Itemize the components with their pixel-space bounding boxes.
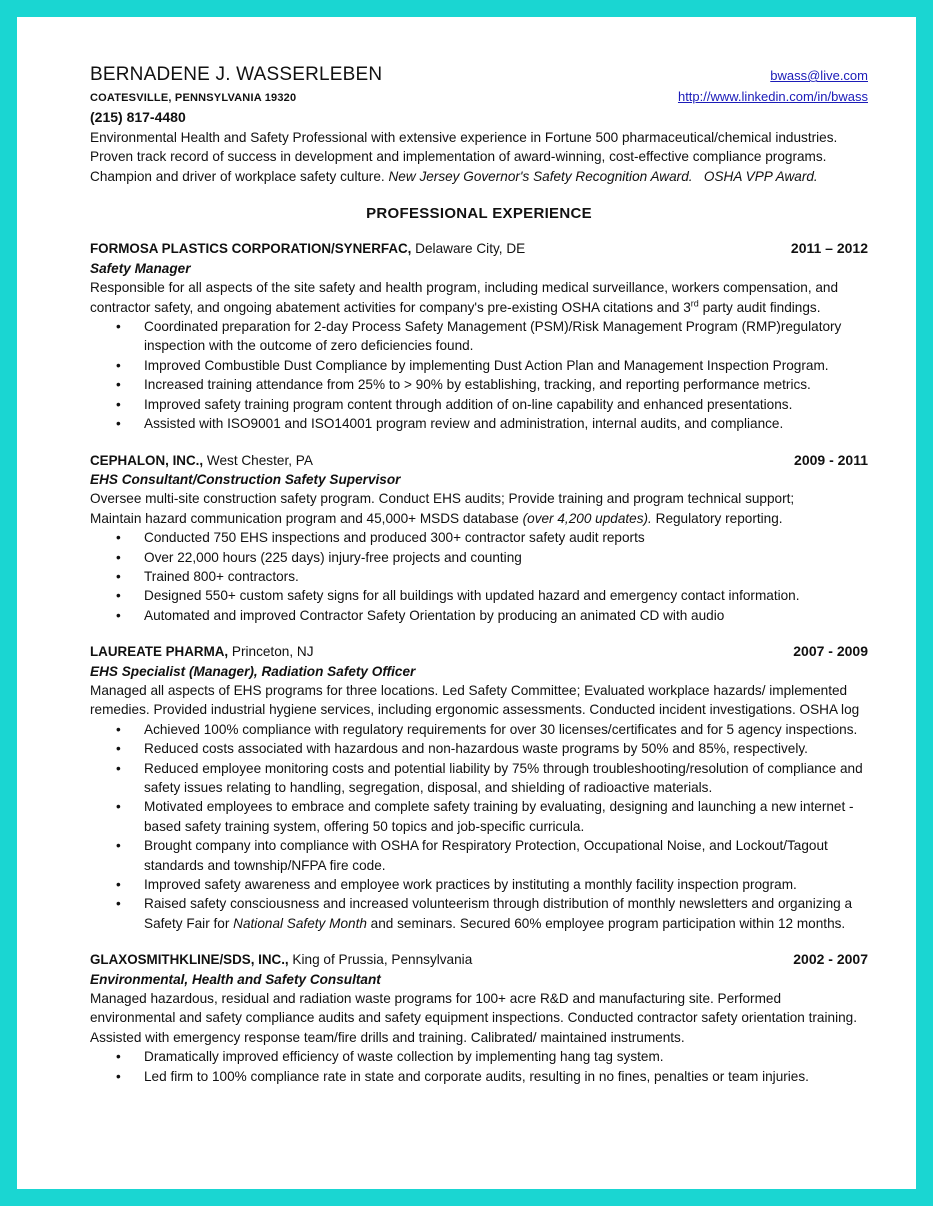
email-link[interactable]: bwass@live.com [770,68,868,83]
job-entry [90,950,868,1086]
job-description [90,278,868,317]
job-dates: 2002 - 2007 [793,951,868,968]
job-entry [90,451,868,626]
job-location: Delaware City, DE [415,241,526,257]
desc-text: Maintain hazard communication program and 45,000+ MSDS database [90,510,523,526]
job-description: Managed all aspects of EHS programs for three locations. Led Safety Committee; Evaluated workplace hazards/ implemented remedies. Provided industrial hygiene services, including ergonomic assessments. Conducted incident investigations. OSHA log [90,682,860,718]
list-item: • Reduced costs associated with hazardous and non-hazardous waste programs by 50% and 85%, respectively. [144,739,868,758]
list-item: • Trained 800+ contractors. [144,567,868,586]
desc-text: Regulatory reporting. [651,510,783,526]
job-title: Safety Manager [90,260,191,276]
list-item: • Improved safety training program content through addition of on-line capability and enhanced presentations. [144,395,868,414]
job-description: Managed hazardous, residual and radiation waste programs for 100+ acre R&D and manufacturing site. Performed environmental and safety compliance audits and safety equipment inspections. Conducted contractor safety orientation training. Assisted with emergency response team/fire drills and training. Calibrated/ maintained instruments. [90,991,857,1045]
job-dates: 2009 - 2011 [794,451,868,468]
desc-text: contractor safety, and ongoing abatement activities for company's pre-existing OSHA citations and 3 [90,299,691,315]
job-location: Princeton, NJ [231,644,314,660]
desc-text: party audit findings. [698,299,821,315]
summary-line: Proven track record of success in development and implementation of award-winning, cost-effective compliance programs. [90,149,827,165]
linkedin-link[interactable]: http://www.linkedin.com/in/bwass [677,89,868,104]
list-item: • Achieved 100% compliance with regulatory requirements for over 30 licenses/certificates and for 5 agency inspections. [144,720,868,739]
list-item: • Brought company into compliance with OSHA for Respiratory Protection, Occupational Noise, and Lockout/Tagout standards and township/NFPA fire code. [144,836,868,875]
list-item: • Assisted with ISO9001 and ISO14001 program review and administration, internal audits, and compliance. [144,414,868,433]
desc-line [90,298,868,317]
list-item: • Automated and improved Contractor Safety Orientation by producing an animated CD with audio [144,606,868,625]
superscript: rd [690,298,699,309]
summary-line [90,167,868,186]
list-item: • Improved safety awareness and employee work practices by instituting a monthly facility inspection program. [144,875,868,894]
company-name: CEPHALON, INC., [90,452,204,468]
summary-line: Environmental Health and Safety Professional with extensive experience in Fortune 500 pharmaceutical/chemical industries. [90,129,838,145]
address: COATESVILLE, PENNSYLVANIA 19320 [90,92,297,104]
job-entry [90,239,868,433]
header-row-2 [90,87,868,108]
resume-page [17,17,916,1189]
summary [90,128,868,186]
bullet-list [90,317,868,433]
list-item: • Designed 550+ custom safety signs for all buildings with updated hazard and emergency contact information. [144,586,868,605]
list-item: • Over 22,000 hours (225 days) injury-free projects and counting [144,548,868,567]
award-text: New Jersey Governor's Safety Recognition Award. [388,168,693,184]
phone: (215) 817-4480 [90,109,186,126]
job-title: EHS Specialist (Manager), Radiation Safety Officer [90,663,416,679]
desc-line [90,509,868,528]
company-name: FORMOSA PLASTICS CORPORATION/SYNERFAC, [90,241,412,257]
job-title: EHS Consultant/Construction Safety Supervisor [90,471,401,487]
job-header [90,642,868,661]
bullet-list [90,528,868,625]
list-item: • Motivated employees to embrace and complete safety training by evaluating, designing and launching a new internet -based safety training system, offering 50 topics and job-specific curricula. [144,797,868,836]
bullet-list [90,1047,868,1086]
header-row-1 [90,63,868,87]
list-item: • Coordinated preparation for 2-day Process Safety Management (PSM)/Risk Management Program (RMP)regulatory inspection with the outcome of zero deficiencies found. [144,317,868,356]
job-title: Environmental, Health and Safety Consultant [90,971,381,987]
job-header [90,451,868,470]
award-text: OSHA VPP Award. [703,168,818,184]
job-location: King of Prussia, Pennsylvania [292,952,473,968]
job-entry [90,642,868,933]
job-dates: 2011 – 2012 [790,240,868,257]
bullet-text: Raised safety consciousness and increased volunteerism through distribution of monthly newsletters and organizing a Safety Fair for [144,896,853,931]
desc-line: Responsible for all aspects of the site safety and health program, including medical surveillance, workers compensation, and [90,280,839,296]
desc-line: Oversee multi-site construction safety program. Conduct EHS audits; Provide training and program technical support; [90,491,795,507]
job-dates: 2007 - 2009 [793,643,868,660]
list-item [144,894,868,933]
list-item: • Dramatically improved efficiency of waste collection by implementing hang tag system. [144,1047,868,1066]
job-header [90,239,868,258]
list-item: • Improved Combustible Dust Compliance by implementing Dust Action Plan and Management Inspection Program. [144,356,868,375]
bullet-text: and seminars. Secured 60% employee program participation within 12 months. [366,915,846,931]
company-name: LAUREATE PHARMA, [90,644,229,660]
job-header [90,950,868,969]
section-title: PROFESSIONAL EXPERIENCE [366,205,592,223]
list-item: • Led firm to 100% compliance rate in state and corporate audits, resulting in no fines, penalties or team injuries. [144,1067,868,1086]
candidate-name: BERNADENE J. WASSERLEBEN [90,64,383,85]
list-item: • Reduced employee monitoring costs and potential liability by 75% through troubleshooting/resolution of compliance and safety issues relating to handling, segregation, disposal, and shielding of radioactive materials. [144,759,868,798]
list-item: • Increased training attendance from 25% to > 90% by establishing, tracking, and reporting performance metrics. [144,375,868,394]
list-item: • Conducted 750 EHS inspections and produced 300+ contractor safety audit reports [144,528,868,547]
desc-italic: (over 4,200 updates). [522,510,652,526]
bullet-italic: National Safety Month [233,915,367,931]
job-description [90,489,868,528]
summary-text: Champion and driver of workplace safety culture. [90,168,385,184]
bullet-list [90,720,868,933]
company-name: GLAXOSMITHKLINE/SDS, INC., [90,952,289,968]
resume-content [90,63,868,1103]
job-location: West Chester, PA [206,452,313,468]
